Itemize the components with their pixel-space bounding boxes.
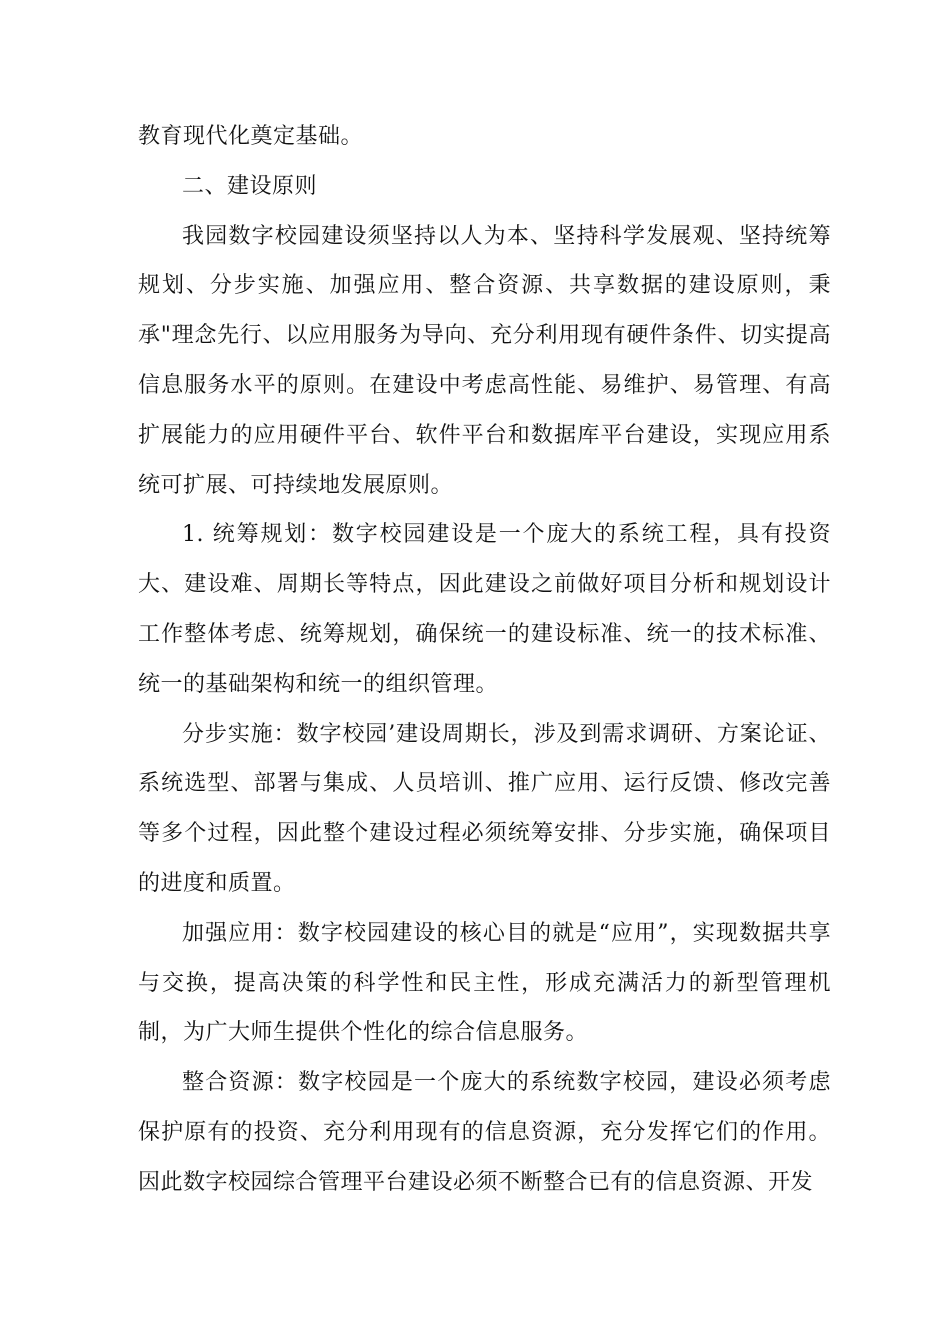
section-heading: 二、建设原则	[182, 173, 318, 199]
paragraph-strengthen-application: 加强应用：数字校园建设的核心目的就是“应用”，实现数据共享与交换，提高决策的科学性和民主性，形成充满活力的新型管理机制，为广大师生提供个性化的综合信息服务。	[138, 920, 831, 1046]
paragraph-overall-planning: 1. 统筹规划：数字校园建设是一个庞大的系统工程，具有投资大、建设难、周期长等特点，因此建设之前做好项目分析和规划设计工作整体考虑、统筹规划，确保统一的建设标准、统一的技术标准、统一的基础架构和统一的组织管理。	[138, 522, 831, 697]
document-body	[138, 112, 831, 1208]
paragraph-integrate-resources: 整合资源：数字校园是一个庞大的系统数字校园，建设必须考虑保护原有的投资、充分利用现有的信息资源，充分发挥它们的作用。因此数字校园综合管理平台建设必须不断整合已有的信息资源、开发	[138, 1070, 831, 1195]
paragraph-step-implementation: 分步实施：数字校园’建设周期长，涉及到需求调研、方案论证、系统选型、部署与集成、人员培训、推广应用、运行反馈、修改完善等多个过程，因此整个建设过程必须统筹安排、分步实施，确保项目的进度和质置。	[138, 721, 831, 896]
paragraph-continuation: 教育现代化奠定基础。	[138, 124, 364, 149]
paragraph-principles: 我园数字校园建设须坚持以人为本、坚持科学发展观、坚持统筹规划、分步实施、加强应用、整合资源、共享数据的建设原则，秉承"理念先行、以应用服务为导向、充分利用现有硬件条件、切实提高信息服务水平的原则。在建设中考虑高性能、易维护、易管理、有高扩展能力的应用硬件平台、软件平台和数据库平台建设，实现应用系统可扩展、可持续地发展原则。	[138, 223, 831, 498]
